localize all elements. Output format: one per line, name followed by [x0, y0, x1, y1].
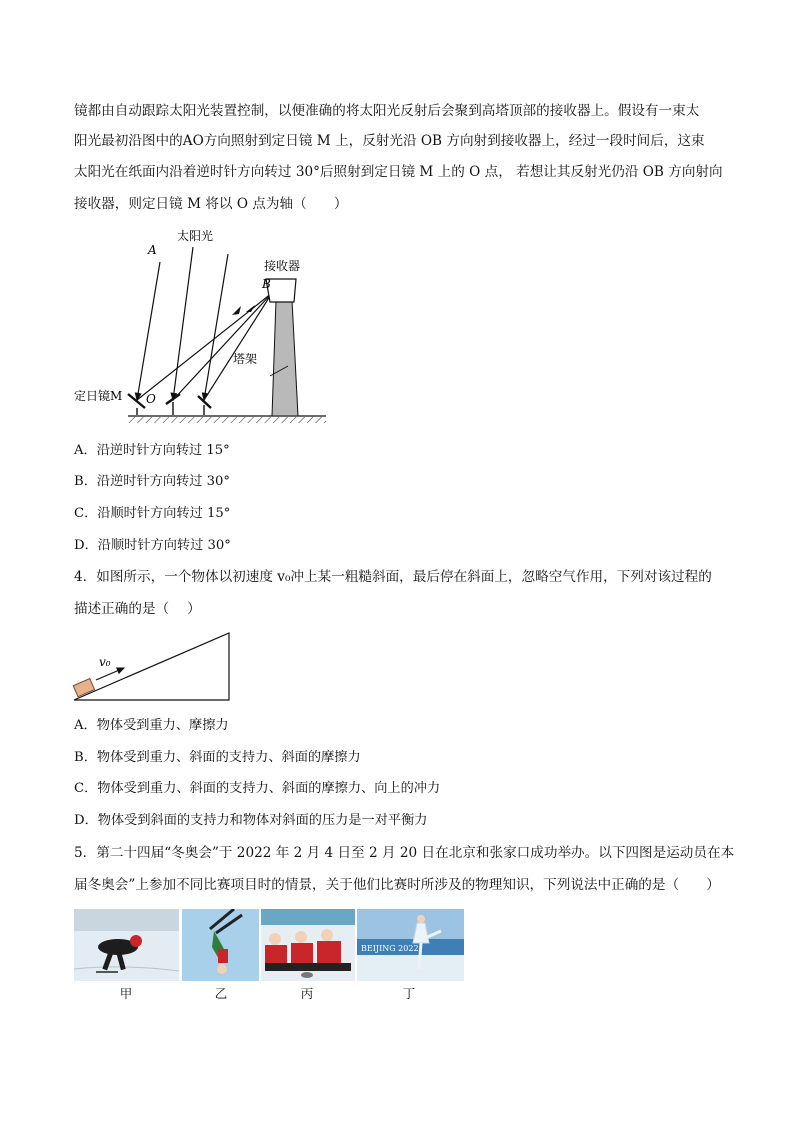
label-O: O [146, 392, 156, 406]
photo-speed-skating [74, 909, 179, 981]
incline [74, 633, 229, 700]
label-tower: 塔架 [233, 352, 258, 366]
caption-bing: 丙 [300, 986, 314, 1001]
label-B: B [262, 277, 271, 291]
incident-ray-2 [173, 247, 193, 400]
photo-figure-skating [357, 909, 464, 981]
incident-ray-3 [204, 254, 228, 400]
tower [272, 300, 298, 416]
q3-stem-line-1: 镜都由自动跟踪太阳光装置控制，以便准确的将太阳光反射后会聚到高塔顶部的接收器上。假设有一束太 [74, 103, 700, 119]
caption-jia: 甲 [119, 986, 133, 1001]
incline-diagram [70, 625, 235, 705]
q4-option-b: B．物体受到重力、斜面的支持力、斜面的摩擦力 [74, 750, 361, 765]
caption-ding: 丁 [402, 986, 416, 1001]
incident-ray-AO [137, 262, 160, 400]
q4-option-a: A．物体受到重力、摩擦力 [74, 718, 229, 733]
q5-stem-line-1: 5．第二十四届“冬奥会”于 2022 年 2 月 4 日至 2 月 20 日在北京和张家口成功举办。以下四图是运动员在本 [74, 845, 735, 861]
velocity-arrow [96, 668, 124, 680]
heliostat-diagram [70, 224, 330, 429]
label-sun: 太阳光 [177, 229, 214, 243]
label-mirror-M: 定日镜M [74, 389, 123, 403]
photo-aerial-skiing [182, 909, 259, 981]
q4-option-d: D．物体受到斜面的支持力和物体对斜面的压力是一对平衡力 [74, 813, 428, 828]
reflected-ray-2 [173, 293, 272, 400]
label-A: A [148, 243, 157, 257]
q3-option-b: B．沿逆时针方向转过 30° [74, 474, 230, 489]
q3-stem-line-3: 太阳光在纸面内沿着逆时针方向转过 30°后照射到定日镜 M 上的 O 点， 若想让其反射光仍沿 OB 方向射向 [74, 164, 723, 180]
q4-option-c: C．物体受到重力、斜面的支持力、斜面的摩擦力、向上的冲力 [74, 781, 441, 796]
caption-yi: 乙 [214, 986, 228, 1001]
label-v0: v₀ [99, 655, 111, 669]
q3-option-a: A．沿逆时针方向转过 15° [74, 443, 230, 458]
q3-option-d: D．沿顺时针方向转过 30° [74, 538, 231, 553]
q3-stem-line-4: 接收器，则定日镜 M 将以 O 点为轴（ ） [74, 196, 348, 212]
photo-curling [261, 909, 355, 981]
q4-stem-line-2: 描述正确的是（ ） [74, 601, 201, 617]
photo4-banner: BEIJING 2022 [361, 944, 419, 953]
q3-option-c: C．沿顺时针方向转过 15° [74, 506, 231, 521]
ground-hatch [128, 417, 326, 423]
q4-stem-line-1: 4．如图所示，一个物体以初速度 v₀冲上某一粗糙斜面，最后停在斜面上，忽略空气作用，下列对该过程的 [74, 569, 712, 585]
q5-stem-line-2: 届冬奥会”上参加不同比赛项目时的情景，关于他们比赛时所涉及的物理知识，下列说法中正确的是（ ） [74, 877, 720, 893]
block [73, 679, 94, 697]
q3-stem-line-2: 阳光最初沿图中的AO方向照射到定日镜 M 上，反射光沿 OB 方向射到接收器上，经过一段时间后，这束 [74, 133, 705, 149]
label-receiver: 接收器 [264, 259, 301, 273]
